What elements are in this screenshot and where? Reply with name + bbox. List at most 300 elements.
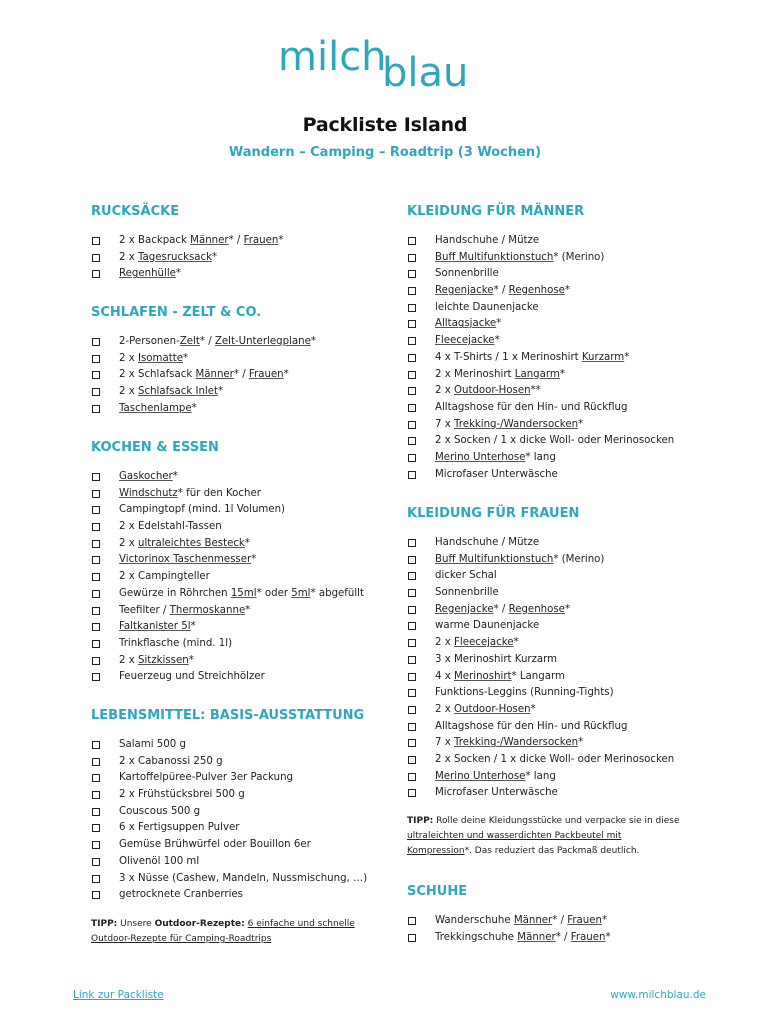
section-heading: SCHUHE bbox=[407, 884, 468, 899]
item-text: Unsere bbox=[117, 919, 155, 929]
section-frauen bbox=[407, 503, 707, 802]
item-text: 2 x bbox=[435, 703, 454, 715]
product-link[interactable]: Trekking-/Wandersocken bbox=[454, 737, 579, 749]
checklist-item bbox=[91, 887, 381, 904]
item-text: Olivenöl 100 ml bbox=[119, 855, 200, 867]
checkbox[interactable] bbox=[92, 824, 100, 832]
bold-text: TIPP: bbox=[407, 816, 434, 826]
item-text: * bbox=[494, 335, 500, 347]
checkbox[interactable] bbox=[92, 657, 100, 665]
item-text: * (Merino) bbox=[553, 553, 605, 565]
item-text: 7 x bbox=[435, 418, 454, 430]
section-lebensmittel bbox=[91, 705, 381, 904]
checkbox[interactable] bbox=[92, 673, 100, 681]
checkbox[interactable] bbox=[92, 371, 100, 379]
item-text: ** bbox=[530, 385, 541, 397]
checkbox[interactable] bbox=[92, 388, 100, 396]
checkbox[interactable] bbox=[408, 337, 416, 345]
product-link[interactable]: Zelt-Unterlegplane bbox=[214, 336, 311, 347]
checklist-item bbox=[407, 685, 707, 702]
logo-wordmark bbox=[270, 26, 500, 96]
item-text: Microfaser Unterwäsche bbox=[435, 787, 558, 799]
checkbox[interactable] bbox=[92, 237, 100, 245]
product-link[interactable]: Frauen bbox=[248, 369, 284, 381]
tip-line bbox=[91, 917, 381, 932]
item-text: * / bbox=[493, 603, 509, 615]
item-text: Handschuhe / Mütze bbox=[435, 537, 540, 548]
item-text: 4 x bbox=[435, 670, 454, 682]
product-link[interactable]: Fleecejacke bbox=[454, 637, 514, 649]
checkbox[interactable] bbox=[408, 572, 416, 580]
checklist-item bbox=[91, 486, 381, 503]
checklist-item bbox=[407, 752, 707, 769]
checkbox[interactable] bbox=[92, 490, 100, 498]
checklist-item bbox=[91, 351, 381, 368]
product-link[interactable]: Frauen bbox=[567, 915, 602, 926]
product-link[interactable]: Tagesrucksack bbox=[138, 251, 213, 263]
checklist-item bbox=[407, 467, 707, 484]
product-link[interactable]: ultraleichtes Besteck bbox=[138, 537, 245, 549]
checklist-item bbox=[407, 552, 707, 569]
checkbox[interactable] bbox=[408, 756, 416, 764]
checkbox[interactable] bbox=[408, 917, 416, 925]
product-link[interactable]: Regenhose bbox=[508, 603, 565, 615]
checklist-item bbox=[91, 469, 381, 486]
checklist-item bbox=[407, 635, 707, 652]
checklist-item bbox=[407, 283, 707, 300]
item-text: 2 x Campingteller bbox=[119, 571, 210, 583]
product-link[interactable]: Buff Multifunktionstuch bbox=[435, 251, 554, 263]
product-link[interactable]: Männer bbox=[190, 235, 229, 246]
item-text: Gemüse Brühwürfel oder Bouillon 6er bbox=[119, 839, 311, 851]
checkbox[interactable] bbox=[408, 589, 416, 597]
item-text: Wanderschuhe bbox=[435, 915, 514, 926]
item-text: * bbox=[578, 737, 584, 749]
product-link[interactable]: Langarm bbox=[514, 368, 560, 380]
product-link[interactable]: Merinoshirt bbox=[454, 670, 512, 682]
checkbox[interactable] bbox=[92, 640, 100, 648]
checkbox[interactable] bbox=[92, 573, 100, 581]
checkbox[interactable] bbox=[408, 656, 416, 664]
product-link[interactable]: Taschenlampe bbox=[119, 402, 192, 414]
section-maenner bbox=[407, 201, 707, 483]
item-text: * bbox=[172, 471, 178, 482]
product-link[interactable]: Sitzkissen bbox=[138, 654, 189, 666]
section-heading: KOCHEN & ESSEN bbox=[91, 440, 219, 455]
checkbox[interactable] bbox=[408, 639, 416, 647]
item-text: * / bbox=[228, 235, 244, 246]
section-heading: KLEIDUNG FÜR FRAUEN bbox=[407, 506, 580, 521]
item-text: * oder bbox=[256, 587, 292, 599]
item-text: * bbox=[496, 318, 502, 330]
checkbox[interactable] bbox=[92, 623, 100, 631]
item-text: * bbox=[564, 285, 571, 297]
product-link[interactable]: Regenjacke bbox=[435, 285, 494, 297]
checkbox[interactable] bbox=[408, 304, 416, 312]
checkbox[interactable] bbox=[92, 607, 100, 615]
checkbox[interactable] bbox=[92, 875, 100, 883]
product-link[interactable]: 6 einfache und schnelle bbox=[247, 919, 355, 929]
checklist-item bbox=[407, 652, 707, 669]
checkbox[interactable] bbox=[92, 590, 100, 598]
item-text: Gewürze in Röhrchen bbox=[119, 587, 231, 599]
checklist-item bbox=[91, 384, 381, 401]
item-text: warme Daunenjacke bbox=[435, 620, 540, 632]
section-rucksaecke bbox=[91, 201, 381, 283]
checklist-item bbox=[407, 333, 707, 350]
item-text: * bbox=[513, 637, 519, 649]
checkbox[interactable] bbox=[92, 540, 100, 548]
product-link[interactable]: Outdoor-Hosen bbox=[454, 703, 531, 715]
checkbox[interactable] bbox=[408, 270, 416, 278]
checklist-item bbox=[407, 585, 707, 602]
checklist-item bbox=[91, 871, 381, 888]
checkbox[interactable] bbox=[408, 404, 416, 412]
item-text: * bbox=[218, 386, 224, 398]
item-text: 2 x Frühstücksbrei 500 g bbox=[119, 789, 245, 801]
checklist bbox=[407, 535, 707, 802]
checkbox[interactable] bbox=[408, 556, 416, 564]
product-link[interactable]: Regenhülle bbox=[119, 268, 176, 280]
item-text: 2 x Merinoshirt bbox=[435, 368, 515, 380]
item-text: * bbox=[190, 621, 196, 633]
checklist-item bbox=[407, 669, 707, 686]
checkbox[interactable] bbox=[408, 773, 416, 781]
item-text: * / bbox=[233, 369, 249, 381]
section-schuhe bbox=[407, 881, 707, 946]
logo-text-blau: blau bbox=[382, 50, 469, 96]
checklist-item bbox=[91, 603, 381, 620]
section-heading: KLEIDUNG FÜR MÄNNER bbox=[407, 204, 585, 219]
checklist-item bbox=[91, 367, 381, 384]
checklist-item bbox=[407, 433, 707, 450]
checklist-item bbox=[407, 735, 707, 752]
checklist-item bbox=[91, 250, 381, 267]
checklist-item bbox=[407, 266, 707, 283]
checkbox[interactable] bbox=[408, 287, 416, 295]
item-text: 2 x Cabanossi 250 g bbox=[119, 755, 223, 767]
checkbox[interactable] bbox=[408, 673, 416, 681]
checkbox[interactable] bbox=[92, 254, 100, 262]
checkbox[interactable] bbox=[408, 622, 416, 630]
item-text: Sonnenbrille bbox=[435, 587, 499, 599]
checklist-item bbox=[91, 519, 381, 536]
product-link[interactable]: Regenhose bbox=[508, 285, 565, 297]
checklist bbox=[407, 913, 707, 946]
product-link[interactable]: Frauen bbox=[570, 931, 606, 943]
checkbox[interactable] bbox=[408, 437, 416, 445]
item-text: Sonnenbrille bbox=[435, 268, 499, 280]
checklist-item bbox=[407, 417, 707, 434]
item-text: 3 x Merinoshirt Kurzarm bbox=[435, 653, 558, 665]
product-link[interactable]: Trekking-/Wandersocken bbox=[454, 418, 579, 430]
checklist-item bbox=[407, 400, 707, 417]
item-text: * bbox=[559, 368, 565, 380]
checklist-item bbox=[407, 568, 707, 585]
tip-line bbox=[407, 844, 707, 859]
item-text: Teefilter / bbox=[119, 604, 170, 616]
tip-note bbox=[407, 814, 707, 859]
milchblau-logo bbox=[0, 26, 770, 96]
product-link[interactable]: Kurzarm bbox=[581, 351, 625, 363]
item-text: * für den Kocher bbox=[177, 487, 261, 499]
checkbox[interactable] bbox=[408, 454, 416, 462]
product-link[interactable]: Outdoor-Rezepte für Camping-Roadtrips bbox=[91, 934, 272, 944]
checklist-item bbox=[91, 837, 381, 854]
item-text: * / bbox=[552, 915, 568, 926]
item-text: * bbox=[310, 336, 316, 347]
item-text: * bbox=[244, 537, 250, 549]
item-text: Campingtopf (mind. 1l Volumen) bbox=[119, 504, 286, 516]
product-link[interactable]: Merino Unterhose bbox=[435, 770, 526, 782]
product-link[interactable]: ultraleichten und wasserdichten Packbeutel mit bbox=[407, 831, 622, 841]
item-text: * lang bbox=[525, 451, 556, 463]
product-link[interactable]: Merino Unterhose bbox=[435, 451, 526, 463]
product-link[interactable]: Kompression bbox=[407, 846, 465, 856]
item-text: 2 x bbox=[435, 385, 454, 397]
checklist-item bbox=[407, 702, 707, 719]
checkbox[interactable] bbox=[92, 506, 100, 514]
item-text: 2 x bbox=[119, 352, 138, 364]
checklist bbox=[407, 233, 707, 483]
item-text: Couscous 500 g bbox=[119, 805, 201, 817]
checkbox[interactable] bbox=[408, 739, 416, 747]
product-link[interactable]: Outdoor-Hosen bbox=[454, 385, 531, 397]
checklist-item bbox=[91, 669, 381, 686]
item-text: 2 x bbox=[119, 251, 138, 263]
item-text: * bbox=[175, 268, 182, 280]
checklist-item bbox=[91, 754, 381, 771]
tip-line bbox=[407, 829, 707, 844]
tip-note bbox=[91, 917, 381, 947]
item-text: * / bbox=[555, 931, 571, 943]
item-text: Feuerzeug und Streichhölzer bbox=[119, 671, 265, 683]
tip-line bbox=[407, 814, 707, 829]
item-text: 7 x bbox=[435, 737, 454, 749]
logo-text-milch: milch bbox=[278, 34, 387, 80]
checkbox[interactable] bbox=[408, 387, 416, 395]
item-text: * bbox=[278, 235, 284, 246]
bold-text: Outdoor-Rezepte: bbox=[154, 919, 245, 929]
checkbox[interactable] bbox=[408, 354, 416, 362]
checkbox[interactable] bbox=[92, 741, 100, 749]
checklist-item bbox=[91, 536, 381, 553]
product-link[interactable]: Fleecejacke bbox=[435, 335, 495, 347]
checkbox[interactable] bbox=[408, 934, 416, 942]
item-text: Trinkflasche (mind. 1l) bbox=[119, 637, 233, 649]
item-text: Kartoffelpüree-Pulver 3er Packung bbox=[119, 772, 294, 784]
checkbox[interactable] bbox=[92, 758, 100, 766]
item-text: Trekkingschuhe bbox=[435, 931, 518, 943]
item-text: 2 x Schlafsack bbox=[119, 369, 196, 381]
checkbox[interactable] bbox=[92, 338, 100, 346]
checklist-item bbox=[91, 653, 381, 670]
checklist-item bbox=[91, 770, 381, 787]
checkbox[interactable] bbox=[408, 320, 416, 328]
product-link[interactable]: Zelt bbox=[179, 336, 200, 347]
item-text: 2 x Edelstahl-Tassen bbox=[119, 521, 222, 533]
checkbox[interactable] bbox=[408, 706, 416, 714]
checkbox[interactable] bbox=[408, 789, 416, 797]
product-link[interactable]: Buff Multifunktionstuch bbox=[435, 553, 554, 565]
item-text: 2 x bbox=[435, 637, 454, 649]
item-text: Handschuhe / Mütze bbox=[435, 235, 540, 246]
item-text: * bbox=[530, 703, 536, 715]
checklist bbox=[91, 334, 381, 417]
checklist bbox=[91, 469, 381, 686]
checkbox[interactable] bbox=[92, 355, 100, 363]
checkbox[interactable] bbox=[92, 808, 100, 816]
checklist-item bbox=[407, 383, 707, 400]
checkbox[interactable] bbox=[92, 473, 100, 481]
product-link[interactable]: Frauen bbox=[243, 235, 279, 246]
product-link[interactable]: Victorinox Taschenmesser bbox=[119, 554, 252, 566]
checklist-item bbox=[91, 401, 381, 418]
item-text: getrocknete Cranberries bbox=[119, 889, 243, 901]
item-text: Salami 500 g bbox=[119, 739, 186, 750]
item-text: * bbox=[578, 418, 584, 430]
product-link[interactable]: Alltagsjacke bbox=[435, 318, 497, 330]
checklist-item bbox=[91, 737, 381, 754]
item-text: 2 x Socken / 1 x dicke Woll- oder Merinosocken bbox=[435, 435, 675, 447]
product-link[interactable]: Männer bbox=[517, 931, 556, 943]
checkbox[interactable] bbox=[408, 421, 416, 429]
page-subtitle: Wandern – Camping – Roadtrip (3 Wochen) bbox=[228, 145, 542, 160]
product-link[interactable]: Isomatte bbox=[138, 352, 183, 364]
checklist-item bbox=[91, 619, 381, 636]
item-text: Microfaser Unterwäsche bbox=[435, 468, 558, 480]
item-text: Funktions-Leggins (Running-Tights) bbox=[435, 687, 614, 699]
item-text: * bbox=[564, 603, 571, 615]
item-text: * bbox=[212, 251, 218, 263]
checklist-item bbox=[91, 854, 381, 871]
item-text: 4 x T-Shirts / 1 x Merinoshirt bbox=[435, 351, 582, 363]
product-link[interactable]: Faltkanister 5l bbox=[119, 621, 191, 633]
item-text: * / bbox=[199, 336, 215, 347]
checklist-item bbox=[91, 804, 381, 821]
product-link[interactable]: Männer bbox=[195, 369, 234, 381]
checklist-item bbox=[91, 266, 381, 283]
item-text: leichte Daunenjacke bbox=[435, 301, 539, 313]
checkbox[interactable] bbox=[408, 237, 416, 245]
checklist bbox=[91, 233, 381, 283]
item-text: 2 x bbox=[119, 537, 138, 549]
checklist-item bbox=[407, 913, 707, 930]
item-text: * bbox=[191, 402, 197, 414]
checklist-item bbox=[91, 820, 381, 837]
checklist-item bbox=[91, 586, 381, 603]
item-text: 2 x bbox=[119, 654, 138, 666]
checklist-item bbox=[407, 250, 707, 267]
product-link[interactable]: 5ml bbox=[291, 587, 311, 599]
checkbox[interactable] bbox=[92, 405, 100, 413]
checkbox[interactable] bbox=[408, 539, 416, 547]
checkbox[interactable] bbox=[92, 774, 100, 782]
item-text: * bbox=[624, 351, 630, 363]
item-text: 2-Personen- bbox=[119, 336, 180, 347]
checkbox[interactable] bbox=[408, 371, 416, 379]
checkbox[interactable] bbox=[408, 723, 416, 731]
checklist-item bbox=[91, 787, 381, 804]
checklist-item bbox=[407, 602, 707, 619]
item-text: 2 x Socken / 1 x dicke Woll- oder Merinosocken bbox=[435, 753, 675, 765]
checkbox[interactable] bbox=[408, 254, 416, 262]
item-text: * bbox=[188, 654, 194, 666]
item-text: * Langarm bbox=[511, 670, 565, 682]
item-text: * (Merino) bbox=[553, 251, 605, 263]
item-text: Alltagshose für den Hin- und Rückflug bbox=[435, 720, 628, 732]
checkbox[interactable] bbox=[92, 891, 100, 899]
checklist-item bbox=[407, 350, 707, 367]
checkbox[interactable] bbox=[408, 471, 416, 479]
item-text: * bbox=[605, 931, 611, 943]
item-text: 3 x Nüsse (Cashew, Mandeln, Nussmischung, …) bbox=[119, 872, 368, 884]
product-link[interactable]: Gaskocher bbox=[119, 471, 173, 482]
section-schlafen bbox=[91, 302, 381, 417]
checklist-item bbox=[407, 785, 707, 802]
product-link[interactable]: 15ml bbox=[230, 587, 257, 599]
checklist-item bbox=[407, 719, 707, 736]
item-text: * bbox=[283, 369, 289, 381]
item-text: * abgefüllt bbox=[310, 587, 365, 599]
item-text: 2 x bbox=[119, 386, 138, 398]
checklist-item bbox=[91, 569, 381, 586]
item-text: Rolle deine Kleidungsstücke und verpacke sie in diese bbox=[433, 816, 680, 826]
checkbox[interactable] bbox=[408, 606, 416, 614]
item-text: *. Das reduziert das Packmaß deutlich. bbox=[464, 846, 640, 856]
item-text: 6 x Fertigsuppen Pulver bbox=[119, 822, 240, 834]
checkbox[interactable] bbox=[92, 523, 100, 531]
checklist-item bbox=[91, 636, 381, 653]
item-text: * bbox=[251, 554, 257, 566]
checklist-item bbox=[407, 450, 707, 467]
checklist-item bbox=[407, 535, 707, 552]
product-link[interactable]: Thermoskanne bbox=[169, 604, 246, 616]
checklist-item bbox=[407, 233, 707, 250]
section-heading: SCHLAFEN - ZELT & CO. bbox=[91, 305, 262, 320]
checklist-item bbox=[407, 300, 707, 317]
page-title: Packliste Island bbox=[302, 114, 468, 136]
website-url: www.milchblau.de bbox=[610, 989, 706, 1001]
checkbox[interactable] bbox=[92, 270, 100, 278]
product-link[interactable]: Regenjacke bbox=[435, 603, 494, 615]
section-kochen bbox=[91, 437, 381, 686]
product-link[interactable]: Schlafsack Inlet bbox=[138, 386, 219, 398]
bold-text: TIPP: bbox=[91, 919, 118, 929]
item-text: 2 x Backpack bbox=[119, 235, 191, 246]
tip-line bbox=[91, 932, 381, 947]
section-heading: LEBENSMITTEL: BASIS-AUSSTATTUNG bbox=[91, 708, 365, 723]
checklist bbox=[91, 737, 381, 904]
checklist-item bbox=[91, 334, 381, 351]
checklist-item bbox=[407, 367, 707, 384]
checkbox[interactable] bbox=[92, 791, 100, 799]
item-text: * bbox=[245, 604, 251, 616]
packliste-link[interactable]: Link zur Packliste bbox=[73, 989, 164, 1001]
checklist-item bbox=[91, 502, 381, 519]
checkbox[interactable] bbox=[92, 556, 100, 564]
product-link[interactable]: Männer bbox=[513, 915, 553, 926]
product-link[interactable]: Windschutz bbox=[119, 487, 178, 499]
checkbox[interactable] bbox=[92, 841, 100, 849]
checkbox[interactable] bbox=[408, 689, 416, 697]
item-text: * / bbox=[493, 285, 509, 297]
item-text: dicker Schal bbox=[435, 570, 497, 582]
checkbox[interactable] bbox=[92, 858, 100, 866]
checklist-item bbox=[91, 233, 381, 250]
checklist-item bbox=[407, 316, 707, 333]
checklist-item bbox=[91, 552, 381, 569]
